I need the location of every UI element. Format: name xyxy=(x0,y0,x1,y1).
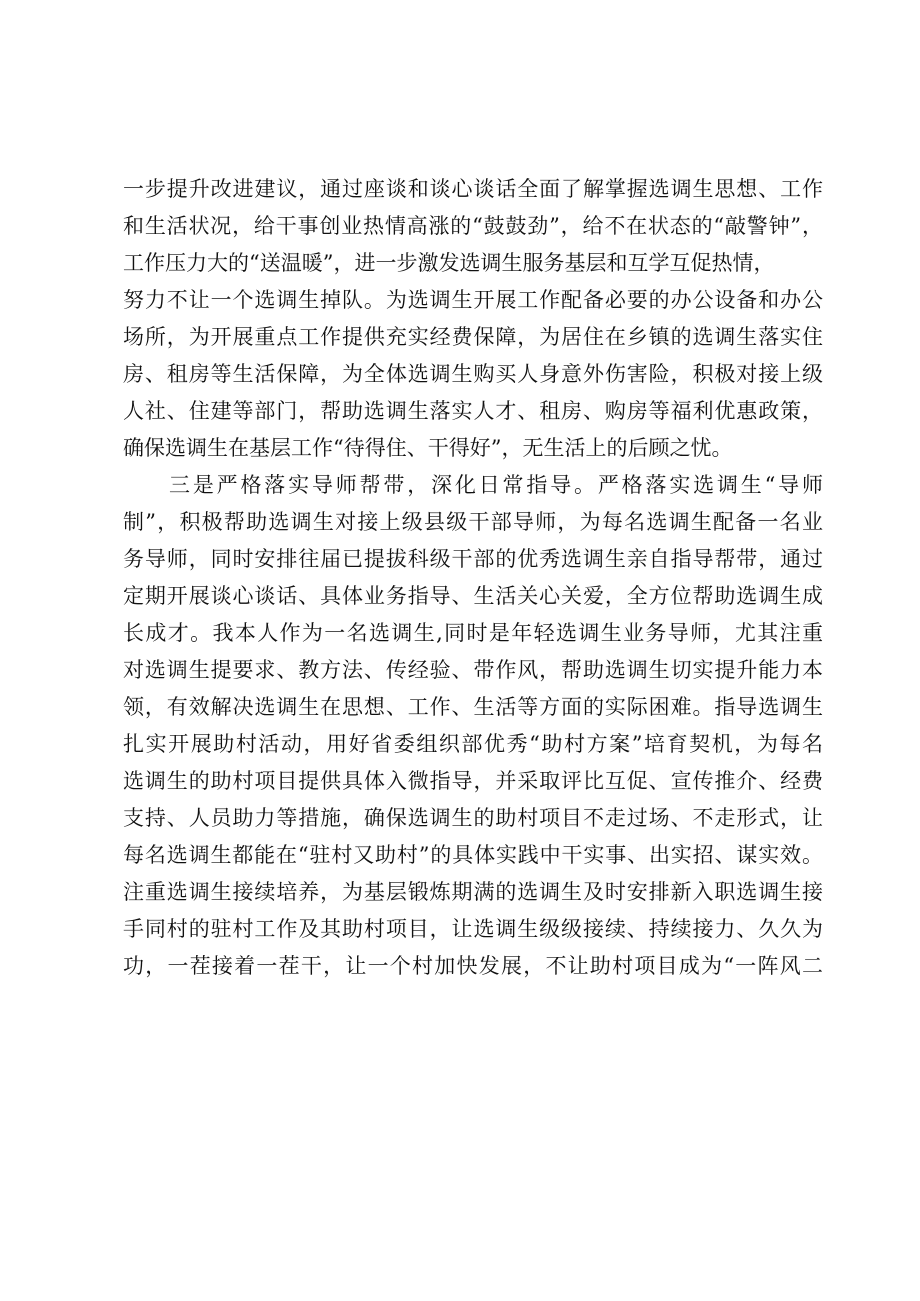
text-line: 长成才。我本人作为一名选调生,同时是年轻选调生业务导师，尤其注重 xyxy=(123,621,823,645)
text-line: 努力不让一个选调生掉队。为选调生开展工作配备必要的办公设备和办公 xyxy=(123,288,823,312)
text-line: 确保选调生在基层工作“待得住、干得好”，无生活上的后顾之忧。 xyxy=(123,436,733,460)
text-line: 手同村的驻村工作及其助村项目，让选调生级级接续、持续接力、久久为 xyxy=(123,917,823,941)
text-line: 扎实开展助村活动，用好省委组织部优秀“助村方案”培育契机，为每名 xyxy=(123,732,823,756)
text-line: 领，有效解决选调生在思想、工作、生活等方面的实际困难。指导选调生 xyxy=(123,695,823,719)
text-line: 功，一茬接着一茬干，让一个村加快发展，不让助村项目成为“一阵风二 xyxy=(123,954,823,978)
text-line: 房、租房等生活保障，为全体选调生购买人身意外伤害险，积极对接上级 xyxy=(123,362,823,386)
text-line: 支持、人员助力等措施，确保选调生的助村项目不走过场、不走形式，让 xyxy=(123,806,823,830)
text-line: 和生活状况，给干事创业热情高涨的“鼓鼓劲”，给不在状态的“敲警钟”， xyxy=(123,214,823,238)
text-line: 定期开展谈心谈话、具体业务指导、生活关心关爱，全方位帮助选调生成 xyxy=(123,584,823,608)
text-line: 工作压力大的“送温暖”，进一步激发选调生服务基层和互学互促热情， xyxy=(123,251,775,275)
text-line: 选调生的助村项目提供具体入微指导，并采取评比互促、宣传推介、经费 xyxy=(123,769,823,793)
text-line: 每名选调生都能在“驻村又助村”的具体实践中干实事、出实招、谋实效。 xyxy=(123,843,823,867)
text-line: 人社、住建等部门，帮助选调生落实人才、租房、购房等福利优惠政策， xyxy=(123,399,823,423)
text-line: 注重选调生接续培养，为基层锻炼期满的选调生及时安排新入职选调生接 xyxy=(123,880,823,904)
text-line: 制”，积极帮助选调生对接上级县级干部导师，为每名选调生配备一名业 xyxy=(123,510,823,534)
text-line: 三是严格落实导师帮带，深化日常指导。严格落实选调生“导师 xyxy=(169,473,823,497)
text-line: 务导师，同时安排往届已提拔科级干部的优秀选调生亲自指导帮带，通过 xyxy=(123,547,823,571)
text-line: 一步提升改进建议，通过座谈和谈心谈话全面了解掌握选调生思想、工作 xyxy=(123,177,823,201)
text-line: 对选调生提要求、教方法、传经验、带作风，帮助选调生切实提升能力本 xyxy=(123,658,823,682)
text-line: 场所，为开展重点工作提供充实经费保障，为居住在乡镇的选调生落实住 xyxy=(123,325,823,349)
